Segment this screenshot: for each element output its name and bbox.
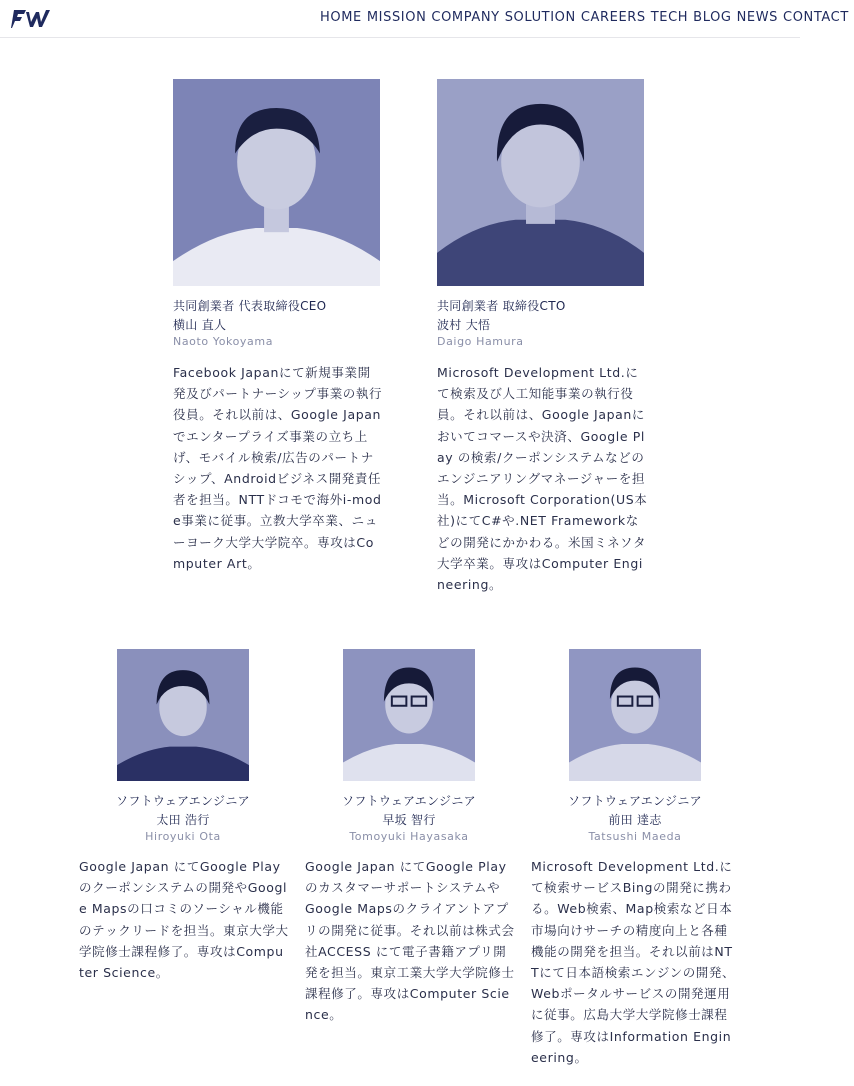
member-role: ソフトウェアエンジニア <box>568 794 702 808</box>
nav-mission[interactable]: MISSION <box>366 10 427 25</box>
nav-company[interactable]: COMPANY <box>431 10 500 25</box>
member-role: ソフトウェアエンジニア <box>116 794 250 808</box>
member-name: 前田 達志 <box>608 813 662 827</box>
member-photo-maeda <box>569 649 701 781</box>
portrait-icon <box>343 649 475 781</box>
nav-tech[interactable]: TECH <box>650 10 689 25</box>
member-photo-ceo <box>173 79 380 286</box>
nav-news[interactable]: NEWS <box>736 10 779 25</box>
nav-contact[interactable]: CONTACT <box>783 10 849 25</box>
member-role: 共同創業者 取締役CTO <box>437 299 566 313</box>
member-name: 波村 大悟 <box>437 318 491 332</box>
member-role: ソフトウェアエンジニア <box>342 794 476 808</box>
portrait-icon <box>173 79 380 286</box>
portrait-icon <box>117 649 249 781</box>
member-roman-name: Tatsushi Maeda <box>588 830 682 843</box>
member-name: 横山 直人 <box>173 318 227 332</box>
portrait-icon <box>569 649 701 781</box>
member-bio: Facebook Japanにて新規事業開発及びパートナーシップ事業の執行役員。それ以前は、Google Japanでエンタープライズ事業の立ち上げ、モバイル検索/広告のパートナシップ、Androidビジネス開発責任者を担当。NTTドコモで海外i-mode事業に従事。立教大学卒業、ニューヨーク大学大学院卒。専攻はComputer Art。 <box>173 365 383 571</box>
company-logo[interactable] <box>12 8 50 28</box>
member-bio: Google Japan にてGoogle Playのクーポンシステムの開発やGoogle Mapsの口コミのソーシャル機能のテックリードを担当。東京大学大学院修士課程修了。専攻はComputer Science。 <box>79 859 289 981</box>
main-nav <box>320 10 854 25</box>
member-bio: Google Japan にてGoogle Playのカスタマーサポートシステムや Google Mapsのクライアントアプリの開発に従事。それ以前は株式会社ACCESS にて電子書籍アプリ開発を担当。東京工業大学大学院修士課程修了。専攻はComputer Science。 <box>305 859 515 1023</box>
nav-home[interactable]: HOME <box>320 10 362 25</box>
member-bio: Microsoft Development Ltd.にて検索サービスBingの開発に携わる。Web検索、Map検索など日本市場向けサーチの精度向上と各種機能の開発を担当。それ以前はNTTにて日本語検索エンジンの開発、Webポータルサービスの開発運用に従事。広島大学大学院修士課程修了。専攻はInformation Engineering。 <box>531 859 736 1065</box>
member-name: 早坂 智行 <box>382 813 436 827</box>
member-name: 太田 浩行 <box>156 813 210 827</box>
portrait-icon <box>437 79 644 286</box>
nav-careers[interactable]: CAREERS <box>580 10 646 25</box>
member-roman-name: Tomoyuki Hayasaka <box>349 830 469 843</box>
member-photo-ota <box>117 649 249 781</box>
member-photo-cto <box>437 79 644 286</box>
nav-blog[interactable]: BLOG <box>693 10 732 25</box>
member-roman-name: Daigo Hamura <box>437 335 524 348</box>
member-roman-name: Naoto Yokoyama <box>173 335 274 348</box>
member-photo-hayasaka <box>343 649 475 781</box>
nav-solution[interactable]: SOLUTION <box>504 10 576 25</box>
site-header <box>0 0 849 38</box>
member-role: 共同創業者 代表取締役CEO <box>173 299 327 313</box>
member-roman-name: Hiroyuki Ota <box>145 830 221 843</box>
member-bio: Microsoft Development Ltd.にて検索及び人工知能事業の執行役員。それ以前は、Google Japanにおいてコマースや決済、Google Play の検索/クーポンシステムなどのエンジニアリングマネージャーを担当。Microsoft Corporation(US本社)にてC#や.NET Frameworkなどの開発にかかわる。米国ミネソタ大学卒業。専攻はComputer Engineering。 <box>437 365 648 593</box>
